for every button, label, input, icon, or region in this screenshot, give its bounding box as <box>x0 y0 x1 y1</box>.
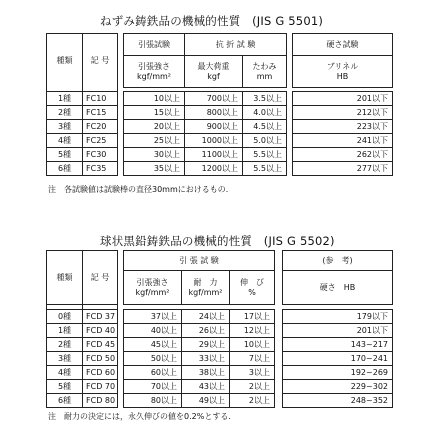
header2-elongation: 伸 び % <box>230 271 275 305</box>
tensile-cell: 25以上 <box>124 134 185 148</box>
gray-iron-table <box>46 33 393 176</box>
hardness-cell: 170~241 <box>283 352 393 366</box>
header2-tensile-strength: 引張強さ kgf/mm² <box>124 271 182 305</box>
header-kind: 種類 <box>47 34 83 88</box>
elongation-cell: 3以上 <box>230 366 275 380</box>
header-bending-test: 抗 折 試 験 <box>185 34 287 56</box>
hardness-cell: 241以下 <box>293 134 393 148</box>
table-row <box>47 324 393 338</box>
header-symbol: 記 号 <box>83 34 118 88</box>
kind-cell: 6種 <box>47 162 83 176</box>
table2-note: 注 耐力の決定には，永久伸びの値を0.2%とする. <box>48 412 231 421</box>
symbol-cell: FCD 45 <box>83 338 118 352</box>
table1-title: ねずみ鋳鉄品の機械的性質 (JIS G 5501) <box>100 14 324 28</box>
yield-cell: 24以上 <box>182 310 230 324</box>
symbol-cell: FC35 <box>83 162 118 176</box>
kind-cell: 0種 <box>47 310 83 324</box>
load-cell: 800以上 <box>185 106 243 120</box>
deflection-cell: 5.0以上 <box>243 134 287 148</box>
table-row <box>47 120 393 134</box>
header-tensile-test: 引張試験 <box>124 34 185 56</box>
hardness-cell: 192~269 <box>283 366 393 380</box>
yield-cell: 38以上 <box>182 366 230 380</box>
header-brinell: ブリネル HB <box>293 56 393 88</box>
kind-cell: 6種 <box>47 394 83 408</box>
symbol-cell: FCD 80 <box>83 394 118 408</box>
kind-cell: 1種 <box>47 92 83 106</box>
tensile-cell: 45以上 <box>124 338 182 352</box>
table-row <box>47 134 393 148</box>
deflection-cell: 5.5以上 <box>243 162 287 176</box>
hardness-cell: 223以下 <box>293 120 393 134</box>
yield-cell: 26以上 <box>182 324 230 338</box>
table-row <box>47 148 393 162</box>
header-tensile-strength: 引張強さ kgf/mm² <box>124 56 185 88</box>
hardness-cell: 248~352 <box>283 394 393 408</box>
load-cell: 900以上 <box>185 120 243 134</box>
kind-cell: 2種 <box>47 106 83 120</box>
deflection-cell: 3.5以上 <box>243 92 287 106</box>
header-hardness-test: 硬さ試験 <box>293 34 393 56</box>
kind-cell: 4種 <box>47 134 83 148</box>
table-row <box>47 338 393 352</box>
kind-cell: 5種 <box>47 380 83 394</box>
header-deflection: たわみ mm <box>243 56 287 88</box>
yield-cell: 33以上 <box>182 352 230 366</box>
tensile-cell: 10以上 <box>124 92 185 106</box>
tensile-cell: 50以上 <box>124 352 182 366</box>
symbol-cell: FCD 60 <box>83 366 118 380</box>
deflection-cell: 5.5以上 <box>243 148 287 162</box>
table-row <box>47 310 393 324</box>
header2-yield: 耐 力 kgf/mm² <box>182 271 230 305</box>
hardness-cell: 179以下 <box>283 310 393 324</box>
table2-title: 球状黒鉛鋳鉄品の機械的性質 (JIS G 5502) <box>100 234 335 248</box>
tensile-cell: 40以上 <box>124 324 182 338</box>
hardness-cell: 201以下 <box>283 324 393 338</box>
elongation-cell: 17以上 <box>230 310 275 324</box>
table1-note: 注 各試験値は試験棒の直径30mmにおけるもの. <box>48 185 229 194</box>
kind-cell: 4種 <box>47 366 83 380</box>
kind-cell: 2種 <box>47 338 83 352</box>
load-cell: 1000以上 <box>185 134 243 148</box>
hardness-cell: 212以下 <box>293 106 393 120</box>
symbol-cell: FCD 40 <box>83 324 118 338</box>
kind-cell: 3種 <box>47 120 83 134</box>
deflection-cell: 4.0以上 <box>243 106 287 120</box>
header2-symbol: 記 号 <box>83 251 118 305</box>
load-cell: 700以上 <box>185 92 243 106</box>
hardness-cell: 262以下 <box>293 148 393 162</box>
header-max-load: 最大荷重 kgf <box>185 56 243 88</box>
elongation-cell: 12以上 <box>230 324 275 338</box>
header2-kind: 種類 <box>47 251 83 305</box>
tensile-cell: 80以上 <box>124 394 182 408</box>
elongation-cell: 7以上 <box>230 352 275 366</box>
header2-tensile-test: 引 張 試 験 <box>124 251 275 271</box>
symbol-cell: FCD 70 <box>83 380 118 394</box>
yield-cell: 43以上 <box>182 380 230 394</box>
yield-cell: 29以上 <box>182 338 230 352</box>
symbol-cell: FCD 37 <box>83 310 118 324</box>
header2-hardness: 硬さ HB <box>283 271 393 305</box>
table-row <box>47 352 393 366</box>
tensile-cell: 60以上 <box>124 366 182 380</box>
tensile-cell: 70以上 <box>124 380 182 394</box>
hardness-cell: 277以下 <box>293 162 393 176</box>
tensile-cell: 15以上 <box>124 106 185 120</box>
table-row <box>47 106 393 120</box>
load-cell: 1100以上 <box>185 148 243 162</box>
kind-cell: 1種 <box>47 324 83 338</box>
elongation-cell: 2以上 <box>230 380 275 394</box>
kind-cell: 3種 <box>47 352 83 366</box>
ductile-iron-table <box>46 250 393 408</box>
table-row <box>47 162 393 176</box>
symbol-cell: FC25 <box>83 134 118 148</box>
table-row <box>47 380 393 394</box>
symbol-cell: FC15 <box>83 106 118 120</box>
hardness-cell: 201以下 <box>293 92 393 106</box>
table-row <box>47 394 393 408</box>
symbol-cell: FC30 <box>83 148 118 162</box>
hardness-cell: 229~302 <box>283 380 393 394</box>
symbol-cell: FCD 50 <box>83 352 118 366</box>
tensile-cell: 30以上 <box>124 148 185 162</box>
hardness-cell: 143~217 <box>283 338 393 352</box>
table-row <box>47 92 393 106</box>
symbol-cell: FC10 <box>83 92 118 106</box>
kind-cell: 5種 <box>47 148 83 162</box>
table-row <box>47 366 393 380</box>
elongation-cell: 2以上 <box>230 394 275 408</box>
load-cell: 1200以上 <box>185 162 243 176</box>
elongation-cell: 10以上 <box>230 338 275 352</box>
tensile-cell: 35以上 <box>124 162 185 176</box>
symbol-cell: FC20 <box>83 120 118 134</box>
yield-cell: 49以上 <box>182 394 230 408</box>
header2-reference: (参 考) <box>283 251 393 271</box>
tensile-cell: 20以上 <box>124 120 185 134</box>
tensile-cell: 37以上 <box>124 310 182 324</box>
deflection-cell: 4.5以上 <box>243 120 287 134</box>
